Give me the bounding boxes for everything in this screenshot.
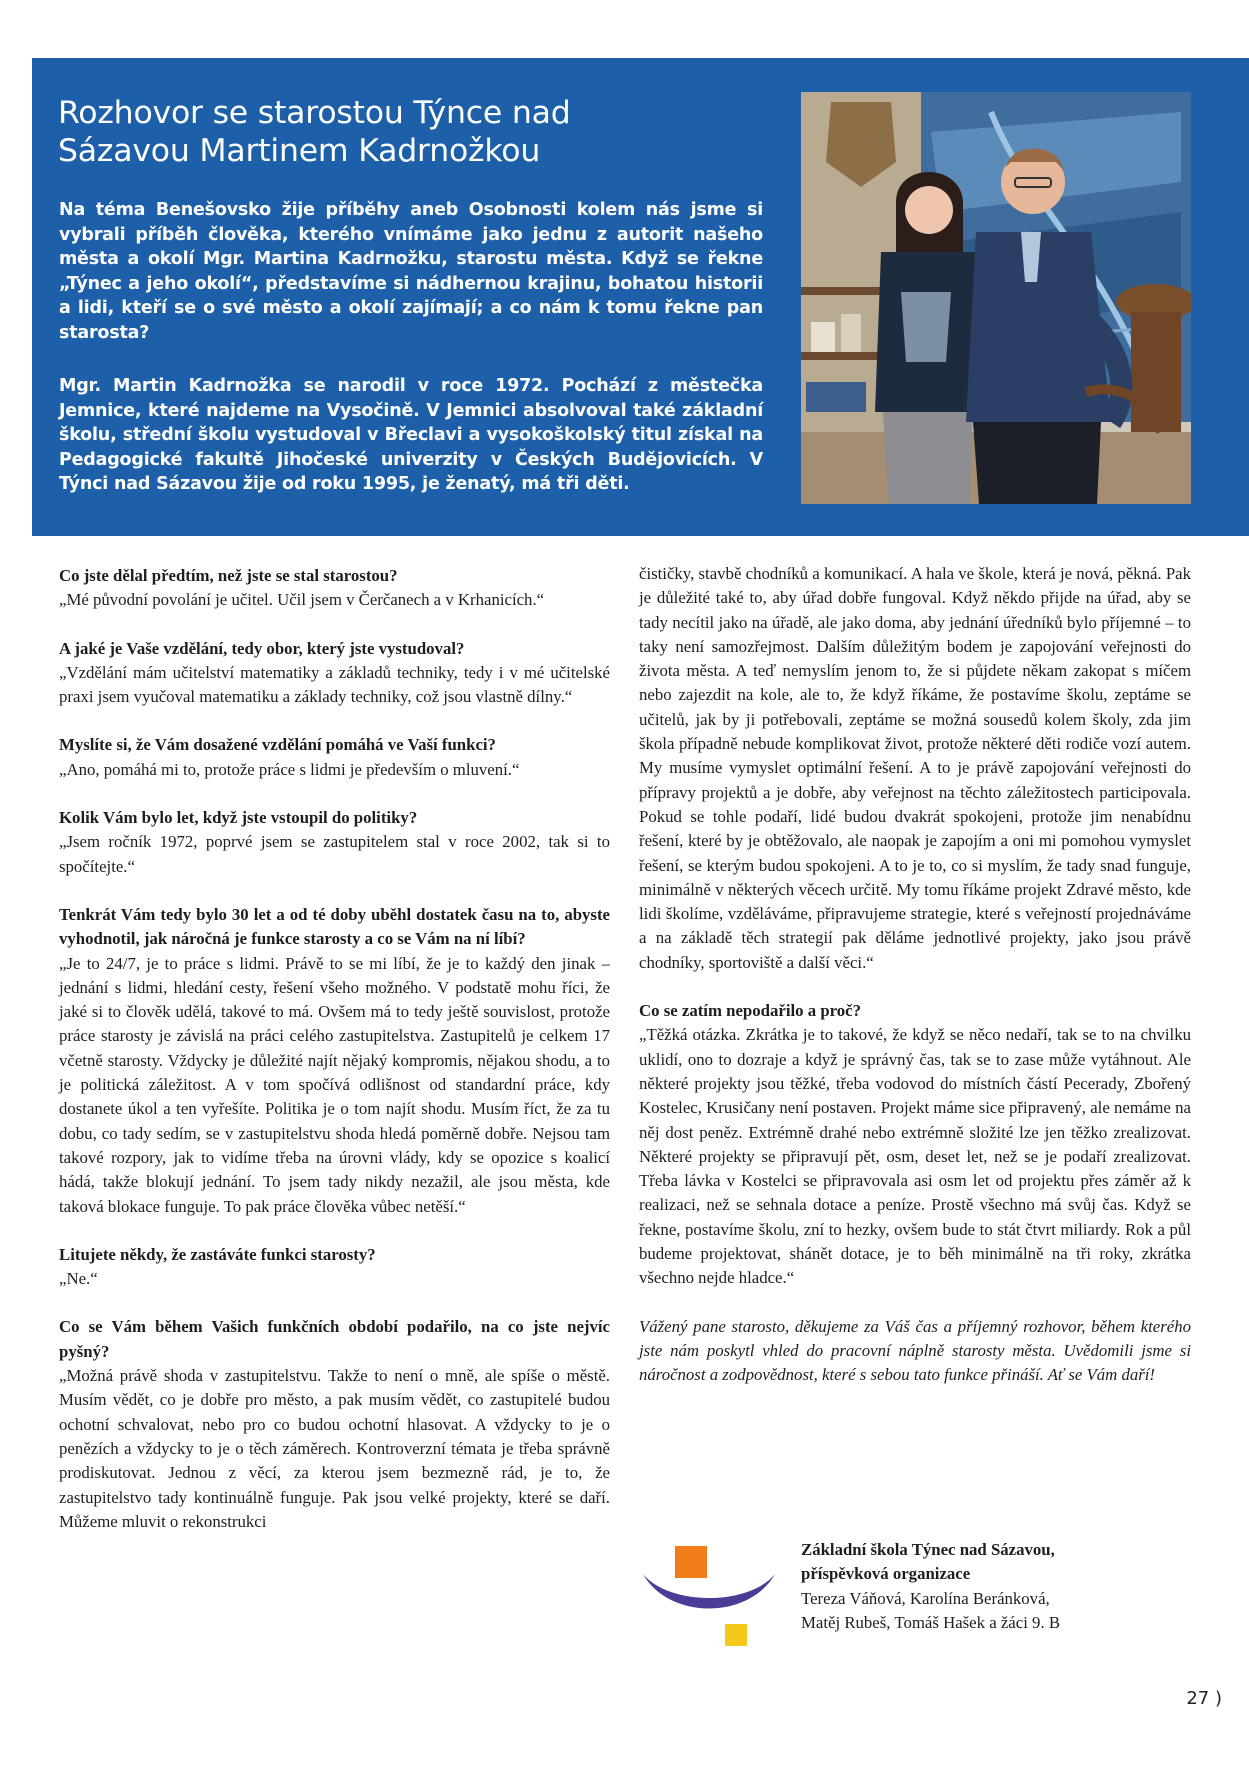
answer-1: „Mé původní povolání je učitel. Učil jsem v Čerčanech a v Krhanicích.“: [59, 590, 545, 610]
answer-2: „Vzdělání mám učitelství matematiky a základů techniky, tedy i v mé učitelské praxi jsem vyučoval matematiku a základy techniky, což jsou vlastně dílny.“: [59, 662, 610, 707]
interview-left-column: [59, 564, 610, 1534]
question-2: A jaké je Vaše vzdělání, tedy obor, který jste vystudoval?: [59, 638, 465, 658]
question-5: Tenkrát Vám tedy bylo 30 let a od té doby uběhl dostatek času na to, abyste vyhodnotil, jak náročná je funkce starosty a co se Vám na ní líbí?: [59, 904, 610, 949]
question-8: Co se zatím nepodařilo a proč?: [639, 1001, 862, 1021]
closing-note: Vážený pane starosto, děkujeme za Váš čas a příjemný rozhovor, během kterého jste nám poskytl vhled do pracovní náplně starosty města. Uvědomili jsme si náročnost a zodpovědnost, které s sebou tato funkce přináší. Ať se Vám daří!: [639, 1316, 1191, 1385]
signature-block: [639, 1538, 1199, 1658]
answer-5: „Je to 24/7, je to práce s lidmi. Právě to se mi líbí, že je to každý den jinak – jednání s lidmi, hledání cesty, řešení všeho možného. V podstatě mohu říci, že jaké si to člověk udělá, takové to má. Ovšem má to tedy ještě souvislost, protože práce starosty je závislá na práci celého zastupitelstva. Zastupitelů je celkem 17 včetně starosty. Vždycky je důležité najít nějaký kompromis, nějakou shodu, a to je politická záležitost. A v tom spočívá odlišnost od standardní práce, kdy dostanete úkol a ten vyřešíte. Politika je o tom najít shodu. Musím říct, že za tu dobu, co tady sedím, se v zastupitelstvu shoda hledá poměrně dobře. Nejsou tam takové rozpory, jak to vidíme třeba na úrovni vlády, kdy se opozice s koalicí hádá, takže blokují jednání. To jsem tady nikdy nezažil, ale jsou města, kde taková blokace funguje. To pak práce člověka vůbec netěší.“: [59, 953, 610, 1216]
answer-4: „Jsem ročník 1972, poprvé jsem se zastupitelem stal v roce 2002, tak si to spočítejte.“: [59, 832, 610, 876]
authors-line-2: Matěj Rubeš, Tomáš Hašek a žáci 9. B: [801, 1612, 1061, 1632]
question-7: Co se Vám během Vašich funkčních období podařilo, na co jste nejvíc pyšný?: [59, 1317, 610, 1361]
question-3: Myslíte si, že Vám dosažené vzdělání pomáhá ve Vaší funkci?: [59, 735, 496, 755]
school-logo-icon: [639, 1542, 779, 1652]
question-6: Litujete někdy, že zastáváte funkci starosty?: [59, 1244, 376, 1264]
answer-7-continuation: čističky, stavbě chodníků a komunikací. A hala ve škole, která je nová, pěkná. Pak je důležité také to, aby úřad dobře fungoval. Když někdo přijde na úřad, aby se tady necítil jako na úřadě, ale jako doma, aby jednání úředníků bylo příjemné – to taky není samozřejmost. Dalším důležitým bodem je zapojování veřejnosti do života města. A teď nemyslím jenom to, že si půjdete někam zakopat s míčem nebo zajezdit na kole, ale to, že když říkáme, že postavíme školu, zeptáme se učitelů, jak by ji potřebovali, zeptáme se možná sousedů kolem školy, zda jim škola případně nebude komplikovat život, protože některé děti rodiče vozí autem. My musíme vymyslet optimální řešení. A to je právě zapojování veřejnosti do přípravy projektů a je dobře, aby veřejnost na těchto záležitostech participovala. Pokud se tohle podaří, lidé budou dvakrát spokojeni, protože jim nenabídnu řešení, které by je obtěžovalo, ale naopak je zapojím a oni mi pomohou vymyslet řešení, se kterým budou spokojeni. A to je to, co si myslím, že tady snad funguje, minimálně v některých věcech určitě. My tomu říkáme projekt Zdravé město, kde lidi školíme, vzděláváme, připravujeme strategie, které s veřejností projednáváme a na základě těch strategií pak děláme jednotlivé projekty, jako jsou právě chodníky, sportoviště a další věci.“: [639, 564, 1191, 972]
interview-photo: [801, 92, 1191, 504]
intro-paragraph-1: Na téma Benešovsko žije příběhy aneb Osobnosti kolem nás jsme si vybrali příběh člověka, kterého vnímáme jako jednu z autorit našeho města a okolí Mgr. Martina Kadrnožku, starostu města. Když se řekne „Týnec a jeho okolí“, představíme si nádhernou krajinu, bohatou historii a lidi, kteří se o své město a okolí zajímají; a co nám k tomu řekne pan starosta?: [59, 200, 763, 343]
answer-3: „Ano, pomáhá mi to, protože práce s lidmi je především o mluvení.“: [59, 759, 520, 779]
interview-right-column: [639, 562, 1191, 1388]
photo-illustration: [801, 92, 1191, 504]
title-line-1: Rozhovor se starostou Týnce nad: [58, 95, 571, 131]
question-1: Co jste dělal předtím, než jste se stal starostou?: [59, 566, 398, 585]
answer-6: „Ne.“: [59, 1269, 98, 1289]
answer-8: „Těžká otázka. Zkrátka je to takové, že když se něco nedaří, tak se to na chvilku uklidí, ono to dozraje a když je správný čas, tak se to zase může vytáhnout. Ale některé projekty jsou těžké, třeba vodovod do místních částí Pecerady, Zbořený Kostelec, Krusičany není postaven. Projekt máme sice připravený, ale nemáme na něj dost peněz. Extrémně drahé nebo extrémně složité lze jen těžko zrealizovat. Některé projekty se připravují pět, osm, deset let, než se je podaří zrealizovat. Třeba lávka v Kostelci se připravovala asi osm let od projektu přes záměr až k realizaci, než se sehnala dotace a peníze. Prostě všechno má svůj čas. Když se řekne, postavíme školu, zní to hezky, ovšem bude to stát čtvrt miliardy. Rok a půl budeme projektovat, shánět dotace, je to běh minimálně na tři roky, zkrátka všechno nejde hladce.“: [639, 1025, 1191, 1288]
intro-paragraph-2: Mgr. Martin Kadrnožka se narodil v roce 1972. Pochází z městečka Jemnice, které najdeme na Vysočině. V Jemnici absolvoval také základní školu, střední školu vystudoval v Břeclavi a vysokoškolský titul získal na Pedagogické fakultě Jihočeské univerzity v Českých Budějovicích. V Týnci nad Sázavou žije od roku 1995, je ženatý, má tři děti.: [59, 376, 763, 494]
page-number: 27 ): [1186, 1688, 1222, 1709]
signature-text: [801, 1538, 1201, 1635]
article-title: [58, 94, 758, 170]
answer-7: „Možná právě shoda v zastupitelstvu. Takže to není o mně, ale spíše o městě. Musím vědět, co je dobře pro město, a pak musím vědět, co zastupitelé budou ochotní schvalovat, nebo pro co budou ochotní hlasovat. A vždycky to je o penězích a vždycky to je o těch záměrech. Kontroverzní témata je třeba správně prodiskutovat. Jednou z věcí, za kterou jsem bezmezně rád, je to, že zastupitelstvo tady kontinuálně funguje. Pak jsou velké projekty, které se daří. Můžeme mluvit o rekonstrukci: [59, 1366, 610, 1531]
authors-line-1: Tereza Váňová, Karolína Beránková,: [801, 1588, 1050, 1608]
school-name-line-2: příspěvková organizace: [801, 1564, 971, 1584]
question-4: Kolik Vám bylo let, když jste vstoupil do politiky?: [59, 808, 418, 828]
school-name-line-1: Základní škola Týnec nad Sázavou,: [801, 1540, 1055, 1559]
title-line-2: Sázavou Martinem Kadrnožkou: [58, 133, 541, 169]
